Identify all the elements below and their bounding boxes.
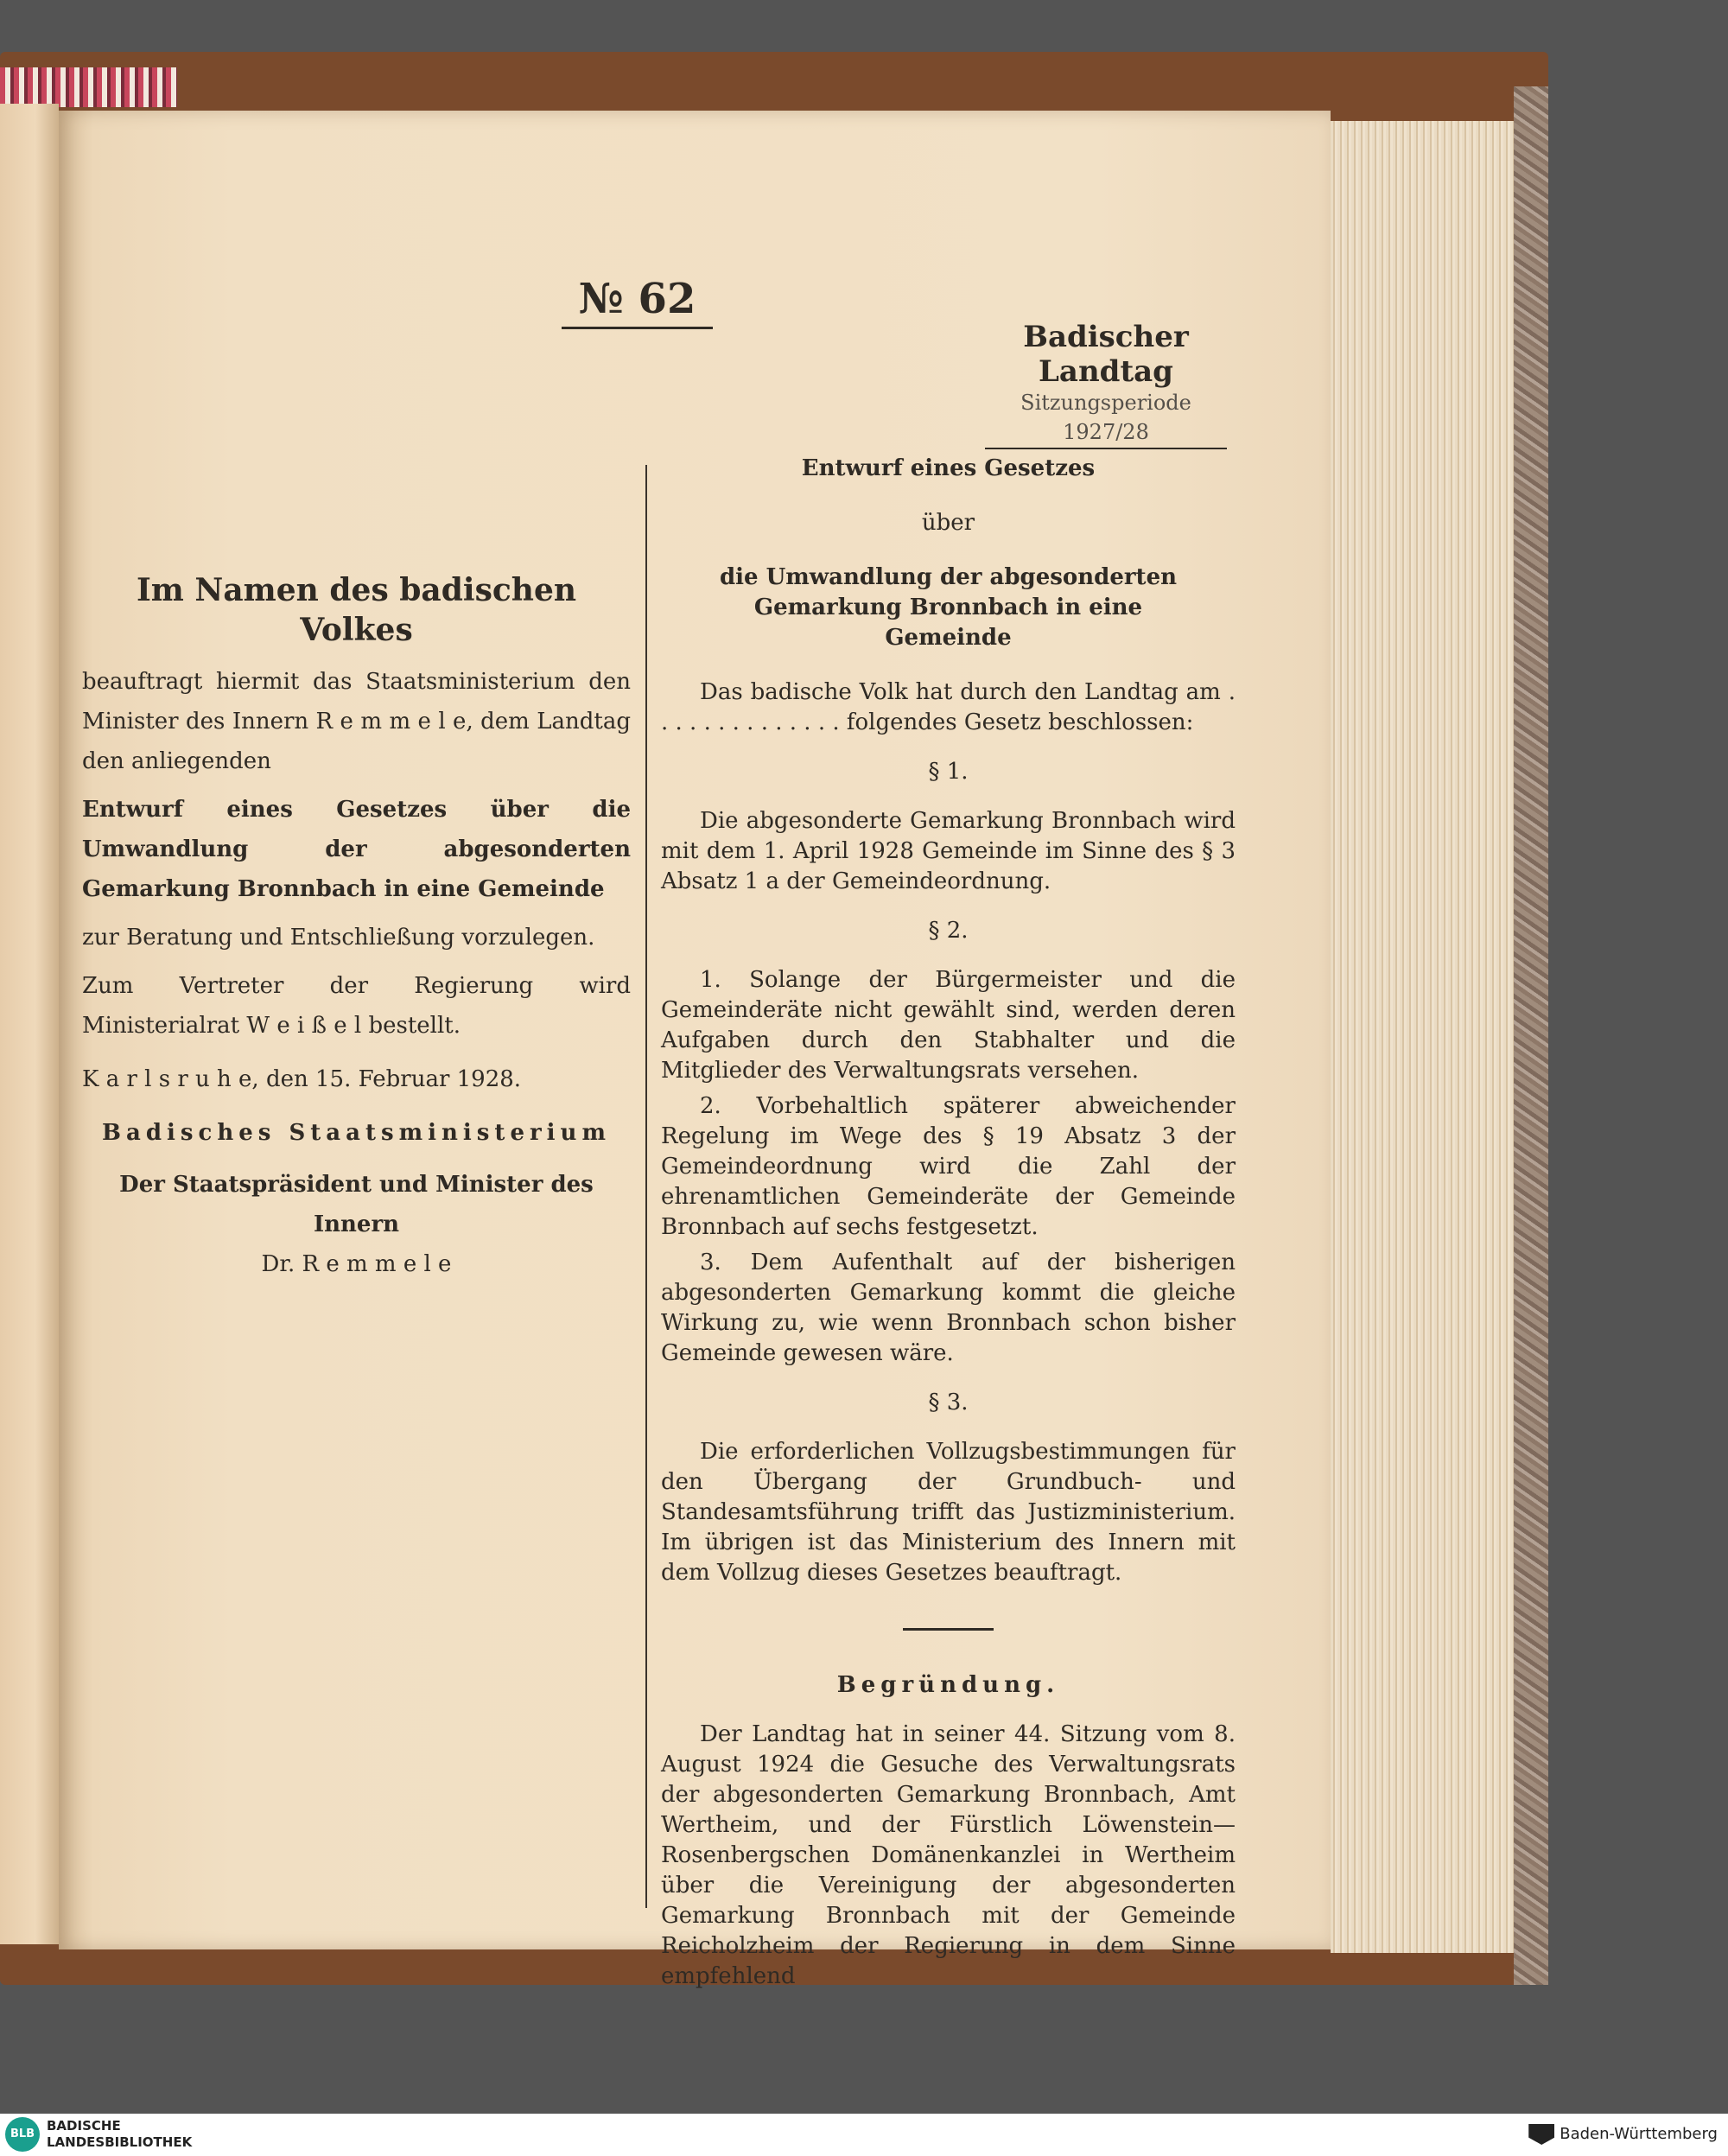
justification-text: Der Landtag hat in seiner 44. Sitzung vom 8. August 1924 die Gesuche des Verwaltungsrats der abgesonderten Gemarkung Bronnbach, Amt Wertheim, und der Fürstlich Löwenstein—Rosenbergschen Domänenkanzlei in Wertheim über die Vereinigung der abgesonderten Gemarkung Bronnbach mit der Gemeinde Reicholzheim der Regierung in dem Sinne empfehlend [661, 1721, 1236, 1989]
headband [0, 67, 177, 107]
proclamation-paragraph-3: zur Beratung und Entschließung vorzulegen. [82, 925, 595, 951]
draft-ueber: über [921, 510, 975, 536]
section-1-text: Die abgesonderte Gemarkung Bronnbach wird mit dem 1. April 1928 Gemeinde im Sinne des § 3 Absatz 1 a der Gemeindeordnung. [661, 808, 1236, 894]
section-1-heading: § 1. [928, 759, 969, 785]
blb-logo-icon: BLB [5, 2117, 40, 2152]
column-divider [645, 465, 647, 1908]
signatory-name: Dr. R e m m e l e [261, 1251, 452, 1277]
proclamation-paragraph-2: Entwurf eines Gesetzes über die Umwandlung der abgesonderten Gemarkung Bronnbach in eine Gemeinde [82, 797, 631, 902]
parliament-header [985, 320, 1227, 449]
section-2-item-2: 2. Vorbehaltlich späterer abweichender Regelung im Wege des § 19 Absatz 3 der Gemeindeordnung wird die Zahl der ehrenamtlichen Gemeinderäte der Gemeinde Bronnbach auf sechs festgesetzt. [661, 1093, 1236, 1240]
draft-title: Entwurf eines Gesetzes [801, 455, 1096, 481]
right-column [661, 454, 1236, 1992]
marbled-edge [1514, 86, 1548, 1985]
draft-subject: die Umwandlung der abgesonderten Gemarkung Bronnbach in eine Gemeinde [719, 564, 1178, 651]
document-number: № 62 [562, 275, 713, 329]
signatory-title: Der Staatspräsident und Minister des Innern [119, 1172, 594, 1237]
proclamation-paragraph-4: Zum Vertreter der Regierung wird Ministerialrat W e i ß e l bestellt. [82, 973, 631, 1039]
section-3-heading: § 3. [928, 1390, 969, 1415]
proclamation-title: Im Namen des badischen Volkes [136, 572, 577, 648]
justification-heading: Begründung. [836, 1672, 1060, 1698]
coat-of-arms-icon [1528, 2124, 1554, 2145]
library-name-line-1: BADISCHE [47, 2118, 121, 2134]
draft-preamble: Das badische Volk hat durch den Landtag am . . . . . . . . . . . . . . folgendes Gesetz beschlossen: [661, 679, 1236, 735]
parliament-name: Badischer Landtag [1023, 320, 1189, 389]
section-2-item-1: 1. Solange der Bürgermeister und die Gemeinderäte nicht gewählt sind, werden deren Aufgaben durch den Stabhalter und die Mitglieder des Verwaltungsrats versehen. [661, 967, 1236, 1084]
left-column [82, 570, 631, 1284]
session-label: Sitzungsperiode [1020, 391, 1191, 415]
place-date: K a r l s r u h e, den 15. Februar 1928. [82, 1066, 522, 1092]
library-name [47, 2118, 192, 2151]
library-name-line-2: LANDESBIBLIOTHEK [47, 2134, 193, 2150]
ministry-name: Badisches Staatsministerium [102, 1120, 611, 1146]
proclamation-paragraph-1: beauftragt hiermit das Staatsministerium den Minister des Innern R e m m e l e, dem Landtag den anliegenden [82, 669, 631, 774]
state-brand [1528, 2124, 1718, 2145]
facing-page-edge [0, 104, 59, 1944]
viewer-footer [0, 2114, 1728, 2156]
section-3-text: Die erforderlichen Vollzugsbestimmungen für den Übergang der Grundbuch- und Standesamtsführung trifft das Justizministerium. Im übrigen ist das Ministerium des Innern mit dem Vollzug dieses Gesetzes beauftragt. [661, 1439, 1236, 1586]
section-2-heading: § 2. [928, 918, 969, 944]
page-stack [1331, 121, 1514, 1953]
section-2-item-3: 3. Dem Aufenthalt auf der bisherigen abgesonderten Gemarkung kommt die gleiche Wirkung zu, wie wenn Bronnbach schon bisher Gemeinde gewesen wäre. [661, 1250, 1236, 1366]
state-name: Baden-Württemberg [1560, 2125, 1718, 2143]
session-period: 1927/28 [985, 420, 1227, 449]
